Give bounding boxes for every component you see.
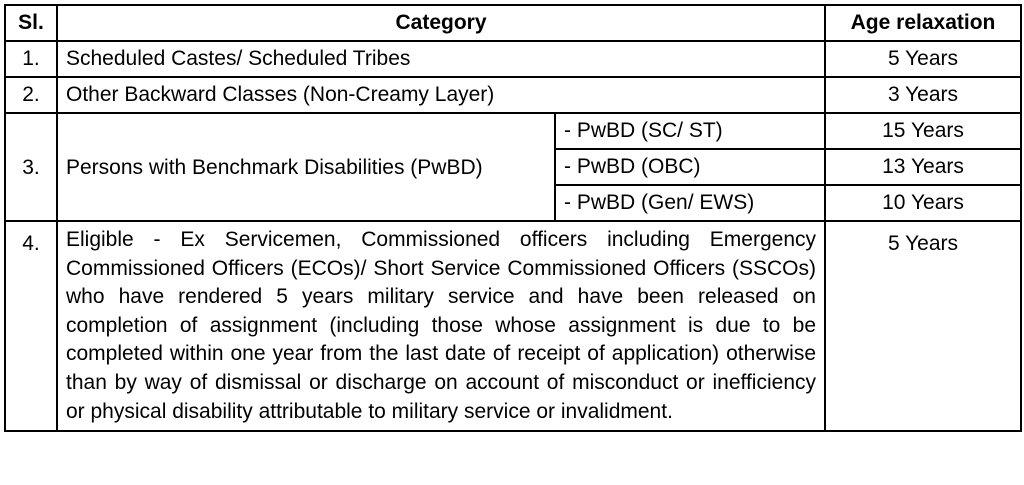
age-relaxation-table-wrapper: [4, 4, 1022, 432]
row-3-sub-3-label: - PwBD (Gen/ EWS): [555, 185, 825, 221]
row-3-sub-1-label: - PwBD (SC/ ST): [555, 113, 825, 149]
row-4-sl: 4.: [5, 221, 57, 431]
row-4-age: 5 Years: [825, 221, 1021, 431]
row-3-sl: 3.: [5, 113, 57, 221]
row-1-category: Scheduled Castes/ Scheduled Tribes: [57, 41, 825, 77]
row-2-age: 3 Years: [825, 77, 1021, 113]
header-row: [5, 5, 1021, 41]
row-3-category: Persons with Benchmark Disabilities (PwBD): [57, 113, 555, 221]
age-relaxation-table: [4, 4, 1022, 432]
table-row: [5, 77, 1021, 113]
row-1-sl: 1.: [5, 41, 57, 77]
row-3-sub-2-age: 13 Years: [825, 149, 1021, 185]
table-row: [5, 113, 1021, 149]
row-3-sub-1-age: 15 Years: [825, 113, 1021, 149]
row-4-category: Eligible - Ex Servicemen, Commissioned officers including Emergency Commissioned Officers (ECOs)/ Short Service Commissioned Officers (SSCOs) who have rendered 5 years military service and have been released on completion of assignment (including those whose assignment is due to be completed within one year from the last date of receipt of application) otherwise than by way of dismissal or discharge on account of misconduct or inefficiency or physical disability attributable to military service or invalidment.: [57, 221, 825, 431]
row-3-sub-3-age: 10 Years: [825, 185, 1021, 221]
header-age-relaxation: Age relaxation: [825, 5, 1021, 41]
header-sl: Sl.: [5, 5, 57, 41]
row-2-sl: 2.: [5, 77, 57, 113]
row-3-sub-2-label: - PwBD (OBC): [555, 149, 825, 185]
row-2-category: Other Backward Classes (Non-Creamy Layer): [57, 77, 825, 113]
table-row: [5, 41, 1021, 77]
row-1-age: 5 Years: [825, 41, 1021, 77]
table-row: [5, 221, 1021, 431]
header-category: Category: [57, 5, 825, 41]
